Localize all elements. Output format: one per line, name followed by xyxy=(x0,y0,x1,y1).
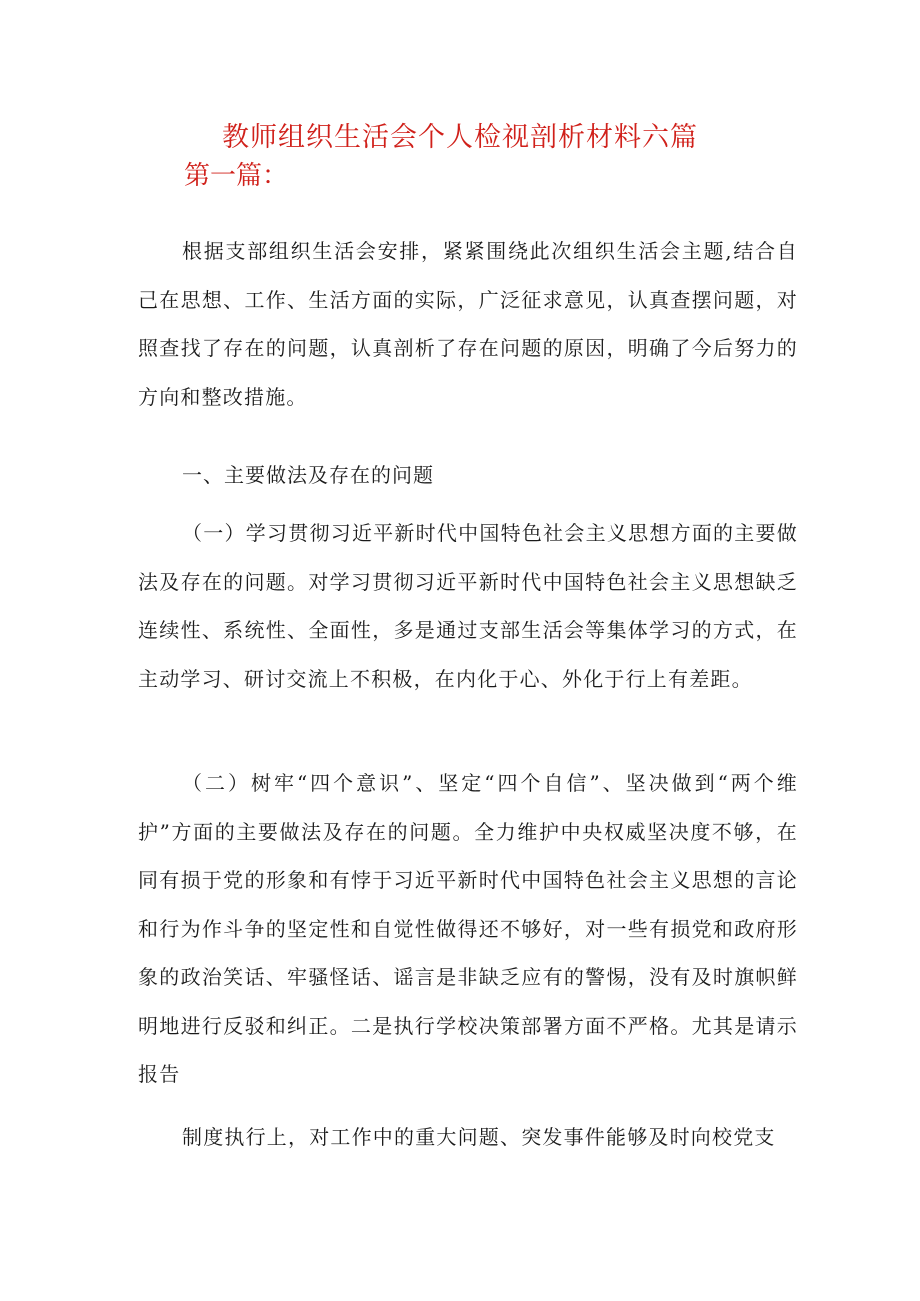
document-title: 教师组织生活会个人检视剖析材料六篇 xyxy=(222,122,698,153)
paragraph-item-2: （二）树牢“四个意识”、坚定“四个自信”、坚决做到“两个维护”方面的主要做法及存在的问题。全力维护中央权威坚决度不够，在同有损于党的形象和有悖于习近平新时代中国特色社会主义思想的言论和行为作斗争的坚定性和自觉性做得还不够好，对一些有损党和政府形象的政治笑话、牢骚怪话、谣言是非缺乏应有的警惕，没有及时旗帜鲜明地进行反驳和纠正。二是执行学校决策部署方面不严格。尤其是请示报告 xyxy=(138,771,798,1086)
section-heading: 一、主要做法及存在的问题 xyxy=(182,463,434,487)
chapter-heading: 第一篇： xyxy=(184,161,289,191)
paragraph-intro: 根据支部组织生活会安排，紧紧围绕此次组织生活会主题,结合自己在思想、工作、生活方面的实际，广泛征求意见，认真查摆问题，对照查找了存在的问题，认真剖析了存在问题的原因，明确了今后努力的方向和整改措施。 xyxy=(138,239,798,409)
paragraph-continued: 制度执行上，对工作中的重大问题、突发事件能够及时向校党支 xyxy=(182,1125,776,1149)
paragraph-item-1: （一）学习贯彻习近平新时代中国特色社会主义思想方面的主要做法及存在的问题。对学习贯彻习近平新时代中国特色社会主义思想缺乏连续性、系统性、全面性，多是通过支部生活会等集体学习的方式，在主动学习、研讨交流上不积极，在内化于心、外化于行上有差距。 xyxy=(138,521,798,691)
